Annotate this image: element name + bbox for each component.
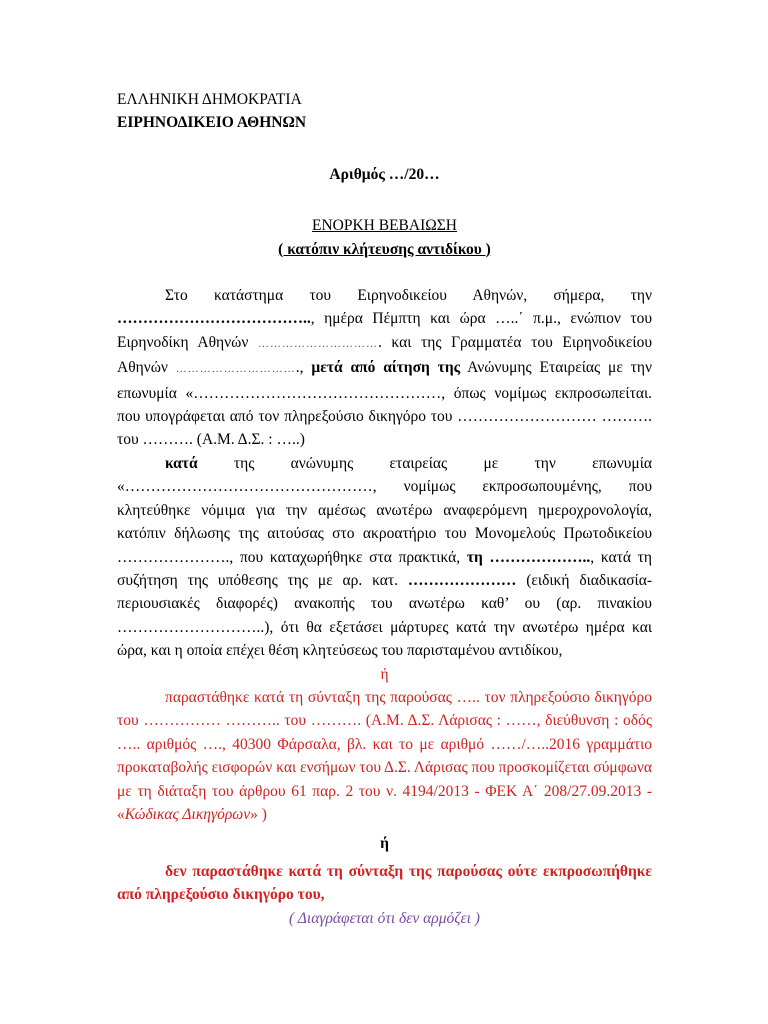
para1-judge-blank: …………………………: [257, 337, 378, 350]
para1-date-blank: ………………………………..: [117, 310, 311, 328]
or-separator-2: ή: [380, 835, 389, 853]
para1-clerk-blank: …………………………: [175, 363, 296, 376]
spacer: [117, 261, 652, 284]
header-republic: ΕΛΛΗΝΙΚΗ ΔΗΜΟΚΡΑΤΙΑ: [117, 91, 302, 108]
para2-case-blank: …………………: [407, 571, 517, 589]
para3-text-2: » ): [250, 805, 267, 823]
document-number: Αριθμός …/20…: [329, 165, 440, 183]
para1-text-5: Ανώνυμης Εταιρείας με την επωνυμία «…………………………………………, όπως νομίμως εκπροσωπείται. που υπογράφεται από τον πληρεξούσιο δικηγόρο του ……………………… ………. του ………. (Α.Μ. Δ.Σ. : …..): [117, 359, 653, 449]
para2-against-label: κατά: [165, 454, 198, 472]
para2-text-3: (ειδική διαδικασία-περιουσιακές διαφορές) ανακοπής του ανωτέρω καθ’ ου (αρ. πινακίου ………………………..), ότι θα εξετάσει μάρτυρες κατά την ανωτέρω ημέρα και ώρα, και η οποία επέχει θέση κλητεύσεως του παρισταμένου αντιδίκου,: [117, 571, 652, 660]
header-court: ΕΙΡΗΝΟΔΙΚΕΙΟ ΑΘΗΝΩΝ: [117, 114, 307, 132]
document-subtitle: ( κατόπιν κλήτευσης αντιδίκου ): [278, 240, 491, 258]
paragraph-applicant: [117, 284, 652, 452]
document-page: [117, 88, 652, 930]
para2-text-2: , κατά τη συζήτηση της υπόθεσης της με αρ. κατ.: [117, 548, 653, 589]
para1-after-request: μετά από αίτηση της: [311, 359, 461, 377]
spacer: [117, 186, 652, 214]
paragraph-appeared: [117, 686, 652, 826]
para2-text-1: της ανώνυμης εταιρείας με την επωνυμία «…………………………………………, νομίμως εκπροσωπουμένης, που κλητεύθηκε νόμιμα για την αμέσως ανωτέρω αναφερόμενη ημεροχρονολογία, κατόπιν δήλωσης της αιτούσας στο ακροατήριο του Μονομελούς Πρωτοδικείου …………………., που καταχωρήθηκε στα πρακτικά,: [117, 454, 652, 566]
para3-code-name: Κώδικας Δικηγόρων: [124, 805, 251, 823]
para3-text-1: παραστάθηκε κατά τη σύνταξη της παρούσας ….. τον πληρεξούσιο δικηγόρο του …………… ……….. του ………. (Α.Μ. Δ.Σ. Λάρισας : ……, διεύθυνση : οδός ….. αριθμός …., 40300 Φάρσαλα, βλ. και το με αριθμό ……/…..2016 γραμμάτιο προκαταβολής εισφορών και ενσήμων του Δ.Σ. Λάρισας που προσκομίζεται σύμφωνα με τη διάταξη του άρθρου 61 παρ. 2 του ν. 4194/2013 - ΦΕΚ Α΄ 208/27.09.2013 - «: [117, 688, 652, 823]
para1-text-4: .,: [295, 359, 312, 377]
spacer: [117, 135, 652, 163]
paragraph-not-appeared: δεν παραστάθηκε κατά τη σύνταξη της παρούσας ούτε εκπροσωπήθηκε από πληρεξούσιο δικηγόρο του,: [117, 862, 652, 904]
para2-date-blank: τη ………………..: [466, 548, 591, 566]
para1-text-3: . και της Γραμματέα του Ειρηνοδικείου Αθηνών: [117, 333, 652, 377]
or-separator: ή: [380, 665, 389, 683]
document-title: ΕΝΟΡΚΗ ΒΕΒΑΙΩΣΗ: [312, 217, 457, 235]
para1-text-2: , ημέρα Πέμπτη και ώρα …..΄ π.μ., ενώπιον του Ειρηνοδίκη Αθηνών: [117, 310, 652, 351]
paragraph-against: [117, 452, 652, 663]
strike-note: ( Διαγράφεται ότι δεν αρμόζει ): [289, 909, 480, 927]
para1-text-1: Στο κατάστημα του Ειρηνοδικείου Αθηνών, σήμερα, την: [165, 287, 652, 305]
